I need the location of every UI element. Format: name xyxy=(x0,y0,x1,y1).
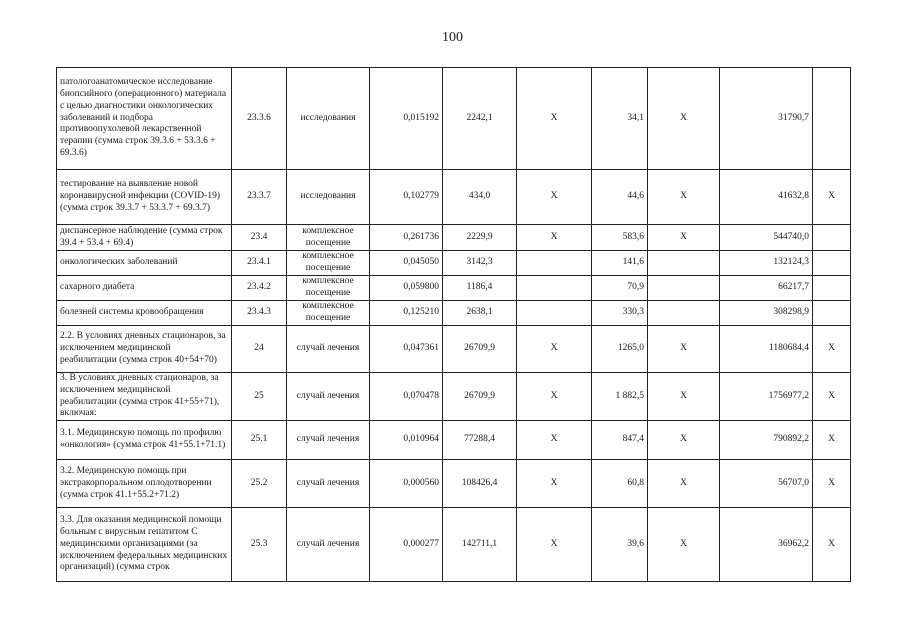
table-cell: 308298,9 xyxy=(720,301,813,326)
table-row xyxy=(57,251,851,276)
table-cell: 23.4.2 xyxy=(232,276,287,301)
table-cell: 108426,4 xyxy=(443,460,517,508)
table-row xyxy=(57,170,851,225)
table-cell: исследования xyxy=(287,68,370,170)
table-cell: 141,6 xyxy=(592,251,648,276)
table-row xyxy=(57,460,851,508)
table-cell: тестирование на выявление новой коронавирусной инфекции (COVID-19) (сумма строк 39.3.7 + 53.3.7 + 69.3.7) xyxy=(57,170,232,225)
table-cell xyxy=(648,251,720,276)
table-cell: 23.3.6 xyxy=(232,68,287,170)
table-cell: X xyxy=(648,508,720,582)
table-cell: 2638,1 xyxy=(443,301,517,326)
table-cell: X xyxy=(648,326,720,373)
table-cell: X xyxy=(813,508,851,582)
table-cell: 0,047361 xyxy=(370,326,443,373)
table-cell xyxy=(648,301,720,326)
table-cell: 0,015192 xyxy=(370,68,443,170)
table-cell: 25.3 xyxy=(232,508,287,582)
table-cell: 36962,2 xyxy=(720,508,813,582)
table-cell: диспансерное наблюдение (сумма строк 39.4 + 53.4 + 69.4) xyxy=(57,225,232,251)
table-cell xyxy=(517,251,592,276)
table-cell: 0,059800 xyxy=(370,276,443,301)
table-row xyxy=(57,373,851,421)
table-cell: случай лечения xyxy=(287,373,370,421)
table-cell: 0,261736 xyxy=(370,225,443,251)
table-cell: 0,125210 xyxy=(370,301,443,326)
table-cell: 434,0 xyxy=(443,170,517,225)
table-cell: 23.3.7 xyxy=(232,170,287,225)
table-cell: X xyxy=(517,326,592,373)
table-cell: 0,000277 xyxy=(370,508,443,582)
table-row xyxy=(57,508,851,582)
table-cell: X xyxy=(648,373,720,421)
table-cell: случай лечения xyxy=(287,460,370,508)
table-cell xyxy=(813,301,851,326)
table-cell: 26709,9 xyxy=(443,326,517,373)
table-cell: 2.2. В условиях дневных стационаров, за исключением медицинской реабилитации (сумма строк 40+54+70) xyxy=(57,326,232,373)
table-cell: болезней системы кровообращения xyxy=(57,301,232,326)
table-cell: 66217,7 xyxy=(720,276,813,301)
table-cell: 0,010964 xyxy=(370,421,443,460)
table-row xyxy=(57,301,851,326)
tariff-table xyxy=(56,67,851,582)
table-cell: 0,000560 xyxy=(370,460,443,508)
table-cell: X xyxy=(517,68,592,170)
table-cell: 60,8 xyxy=(592,460,648,508)
table-cell: 31790,7 xyxy=(720,68,813,170)
table-cell: X xyxy=(517,421,592,460)
table-cell: 0,070478 xyxy=(370,373,443,421)
table-cell: 3142,3 xyxy=(443,251,517,276)
table-cell: исследования xyxy=(287,170,370,225)
table-cell: онкологических заболеваний xyxy=(57,251,232,276)
table-cell: X xyxy=(517,508,592,582)
table-cell xyxy=(648,276,720,301)
table-cell: 25 xyxy=(232,373,287,421)
table-cell xyxy=(813,276,851,301)
table-cell: 23.4 xyxy=(232,225,287,251)
table-cell: 1756977,2 xyxy=(720,373,813,421)
table-cell: 3.2. Медицинскую помощь при экстракорпоральном оплодотворении (сумма строк 41.1+55.2+71.2) xyxy=(57,460,232,508)
table-cell: 23.4.1 xyxy=(232,251,287,276)
table-cell: 544740,0 xyxy=(720,225,813,251)
table-cell: 847,4 xyxy=(592,421,648,460)
table-cell: 41632,8 xyxy=(720,170,813,225)
table-cell: X xyxy=(648,68,720,170)
table-cell: 2242,1 xyxy=(443,68,517,170)
table-cell: 0,102779 xyxy=(370,170,443,225)
table-cell: 0,045050 xyxy=(370,251,443,276)
table-cell: X xyxy=(517,373,592,421)
table-cell xyxy=(813,68,851,170)
table-row xyxy=(57,276,851,301)
table-cell: X xyxy=(648,421,720,460)
table-cell: 1265,0 xyxy=(592,326,648,373)
table-cell: случай лечения xyxy=(287,508,370,582)
table-cell: 3. В условиях дневных стационаров, за исключением медицинской реабилитации (сумма строк 41+55+71), включая: xyxy=(57,373,232,421)
table-cell xyxy=(517,301,592,326)
table-cell: 25.1 xyxy=(232,421,287,460)
table-cell: X xyxy=(648,225,720,251)
table-cell: 25.2 xyxy=(232,460,287,508)
table-row xyxy=(57,326,851,373)
table-cell: X xyxy=(648,170,720,225)
table-cell: 1 882,5 xyxy=(592,373,648,421)
table-cell: 3.1. Медицинскую помощь по профилю «онкология» (сумма строк 41+55.1+71.1) xyxy=(57,421,232,460)
table-cell: X xyxy=(648,460,720,508)
table-cell xyxy=(517,276,592,301)
table-cell: 1186,4 xyxy=(443,276,517,301)
table-cell: 2229,9 xyxy=(443,225,517,251)
table-cell: X xyxy=(517,460,592,508)
table-row xyxy=(57,421,851,460)
table-cell: X xyxy=(517,225,592,251)
table-cell: случай лечения xyxy=(287,421,370,460)
table-cell: патологоанатомическое исследование биопсийного (операционного) материала с целью диагностики онкологических заболеваний и подбора противоопухолевой лекарственной терапии (сумма строк 39.3.6 + 53.3.6 + 69.3.6) xyxy=(57,68,232,170)
table-cell: 583,6 xyxy=(592,225,648,251)
table-cell: сахарного диабета xyxy=(57,276,232,301)
table-cell: комплексное посещение xyxy=(287,225,370,251)
table-row xyxy=(57,225,851,251)
table-cell: 26709,9 xyxy=(443,373,517,421)
table-cell: 70,9 xyxy=(592,276,648,301)
table-cell: X xyxy=(813,373,851,421)
table-cell: 24 xyxy=(232,326,287,373)
table-row xyxy=(57,68,851,170)
table-cell: 330,3 xyxy=(592,301,648,326)
page-number: 100 xyxy=(442,30,463,45)
table-cell: 142711,1 xyxy=(443,508,517,582)
table-cell: комплексное посещение xyxy=(287,301,370,326)
table-cell: 39,6 xyxy=(592,508,648,582)
table-cell xyxy=(813,251,851,276)
table-cell: комплексное посещение xyxy=(287,276,370,301)
table-cell: 56707,0 xyxy=(720,460,813,508)
table-cell: 77288,4 xyxy=(443,421,517,460)
table-cell: случай лечения xyxy=(287,326,370,373)
table-cell: 790892,2 xyxy=(720,421,813,460)
table-cell: X xyxy=(813,460,851,508)
table-cell: 132124,3 xyxy=(720,251,813,276)
table-cell: 1180684,4 xyxy=(720,326,813,373)
table-cell: X xyxy=(813,326,851,373)
table-cell: X xyxy=(517,170,592,225)
table-cell xyxy=(813,225,851,251)
table-cell: 44,6 xyxy=(592,170,648,225)
table-cell: X xyxy=(813,421,851,460)
table-cell: 3.3. Для оказания медицинской помощи больным с вирусным гепатитом С медицинскими организациями (за исключением федеральных медицинских организаций) (сумма строк xyxy=(57,508,232,582)
table-cell: 23.4.3 xyxy=(232,301,287,326)
table-cell: X xyxy=(813,170,851,225)
table-cell: комплексное посещение xyxy=(287,251,370,276)
table-cell: 34,1 xyxy=(592,68,648,170)
